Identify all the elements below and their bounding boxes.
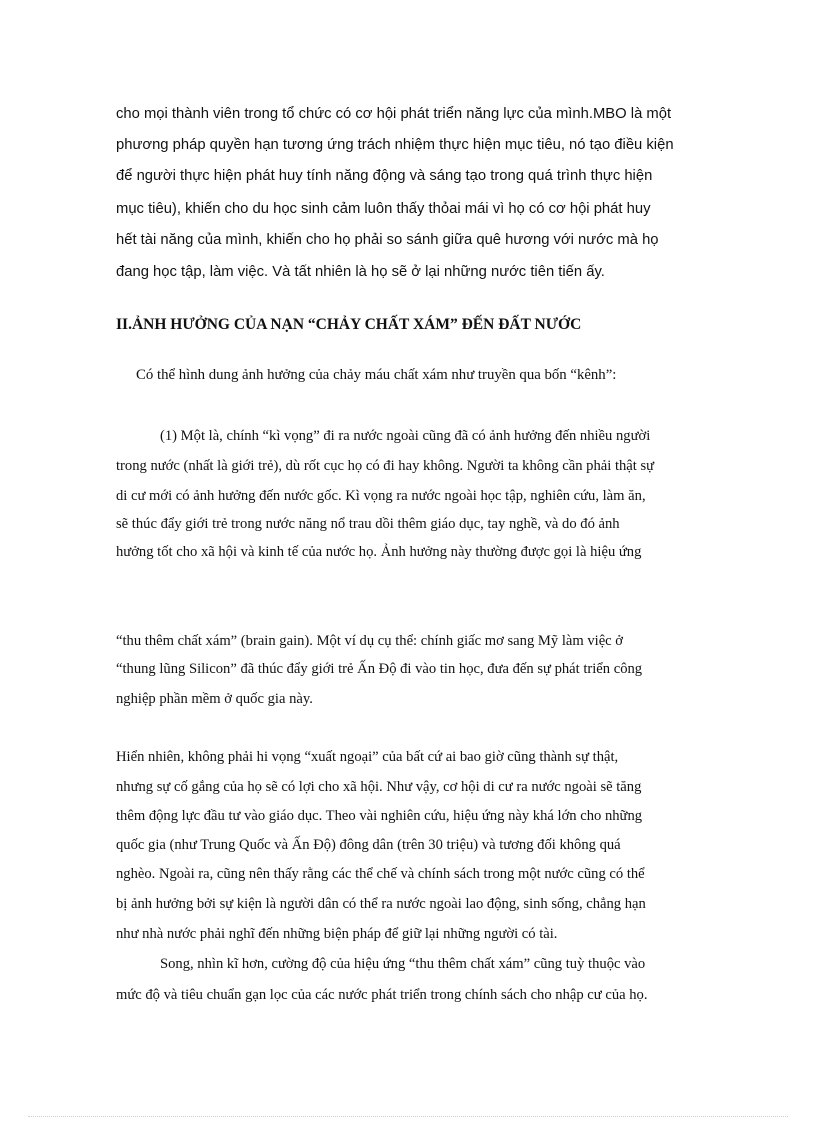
page-bottom-rule [28,1116,788,1117]
paragraph3-line: “thu thêm chất xám” (brain gain). Một ví dụ cụ thể: chính giấc mơ sang Mỹ làm việc ở [116,633,624,649]
paragraph4-line: bị ảnh hưởng bởi sự kiện là người dân có thể ra nước ngoài lao động, sinh sống, chẳng hạn [116,896,646,912]
paragraph2-line: di cư mới có ảnh hưởng đến nước gốc. Kì vọng ra nước ngoài học tập, nghiên cứu, làm ăn, [116,488,646,504]
paragraph4-line: như nhà nước phải nghĩ đến những biện pháp để giữ lại những người có tài. [116,926,558,942]
paragraph4-line: nhưng sự cố gắng của họ sẽ có lợi cho xã hội. Như vậy, cơ hội di cư ra nước ngoài sẽ tăng [116,779,642,795]
paragraph1-line: cho mọi thành viên trong tổ chức có cơ hội phát triển năng lực của mình.MBO là một [116,106,672,122]
intro-line: Có thể hình dung ảnh hưởng của chảy máu chất xám như truyền qua bốn “kênh”: [136,367,617,383]
paragraph1-line: đang học tập, làm việc. Và tất nhiên là họ sẽ ở lại những nước tiên tiến ấy. [116,264,605,280]
paragraph2-line: sẽ thúc đẩy giới trẻ trong nước năng nổ trau dồi thêm giáo dục, tay nghề, và do đó ảnh [116,516,620,532]
paragraph1-line: để người thực hiện phát huy tính năng động và sáng tạo trong quá trình thực hiện [116,168,653,184]
paragraph2-line: (1) Một là, chính “kì vọng” đi ra nước ngoài cũng đã có ảnh hưởng đến nhiều người [160,428,651,444]
paragraph4-line: Hiển nhiên, không phải hi vọng “xuất ngoại” của bất cứ ai bao giờ cũng thành sự thật, [116,749,619,765]
paragraph4-line: nghèo. Ngoài ra, cũng nên thấy rằng các thể chế và chính sách trong một nước cũng có thể [116,866,645,882]
section-heading: II.ẢNH HƯỞNG CỦA NẠN “CHẢY CHẤT XÁM” ĐẾN ĐẤT NƯỚC [116,316,582,333]
paragraph5-line: Song, nhìn kĩ hơn, cường độ của hiệu ứng “thu thêm chất xám” cũng tuỳ thuộc vào [160,956,646,972]
paragraph2-line: hưởng tốt cho xã hội và kinh tế của nước họ. Ảnh hưởng này thường được gọi là hiệu ứng [116,544,642,560]
paragraph1-line: mục tiêu), khiến cho du học sinh cảm luôn thấy thỏai mái vì họ có cơ hội phát huy [116,201,651,217]
paragraph4-line: quốc gia (như Trung Quốc và Ấn Độ) đông dân (trên 30 triệu) và tương đối không quá [116,837,621,853]
paragraph3-line: “thung lũng Silicon” đã thúc đẩy giới trẻ Ấn Độ đi vào tin học, đưa đến sự phát triển công [116,661,643,677]
paragraph1-line: hết tài năng của mình, khiến cho họ phải so sánh giữa quê hương với nước mà họ [116,232,659,248]
paragraph1-line: phương pháp quyền hạn tương ứng trách nhiệm thực hiện mục tiêu, nó tạo điều kiện [116,137,674,153]
paragraph5-line: mức độ và tiêu chuẩn gạn lọc của các nước phát triển trong chính sách cho nhập cư của họ. [116,987,648,1003]
paragraph4-line: thêm động lực đầu tư vào giáo dục. Theo vài nghiên cứu, hiệu ứng này khá lớn cho những [116,808,643,824]
paragraph3-line: nghiệp phần mềm ở quốc gia này. [116,691,313,707]
paragraph2-line: trong nước (nhất là giới trẻ), dù rốt cục họ có đi hay không. Người ta không cần phải thật sự [116,458,655,474]
